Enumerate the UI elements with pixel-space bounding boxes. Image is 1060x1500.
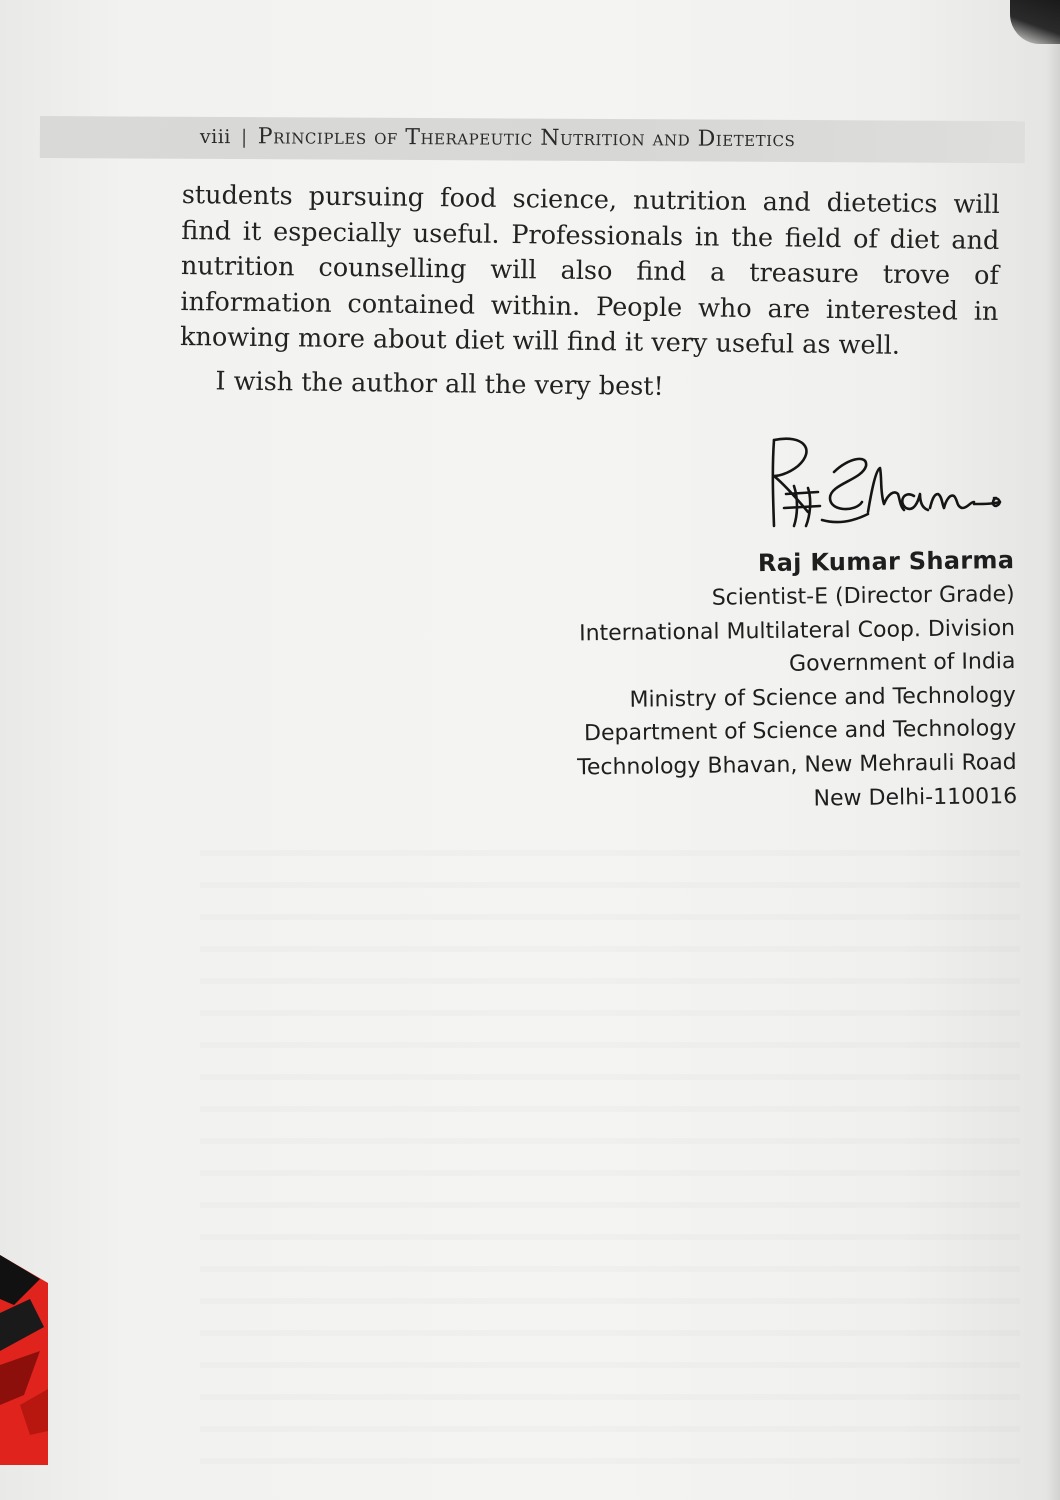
signatory-designation: Scientist-E (Director Grade) xyxy=(711,581,1015,611)
body-paragraph: students pursuing food science, nutrition and dietetics will find it especially useful. Professionals in the field of diet and nutrition counselling will also find a treasure trove of information contained within. People who are interested in knowing more about diet will find it very useful as well. xyxy=(179,179,1000,361)
page-corner-shadow xyxy=(1010,0,1060,44)
page-number: viii xyxy=(199,125,231,149)
show-through-texture xyxy=(200,850,1020,1490)
running-head xyxy=(200,124,796,152)
signatory-ministry: Ministry of Science and Technology xyxy=(629,682,1017,713)
signatory-department: Department of Science and Technology xyxy=(583,716,1017,747)
book-title: Principles of Therapeutic Nutrition and Dietetics xyxy=(257,124,796,153)
closing-wish: I wish the author all the very best! xyxy=(215,365,664,402)
signatory-details xyxy=(494,542,1017,819)
header-separator: | xyxy=(240,126,248,149)
signatory-city: New Delhi-110016 xyxy=(813,783,1018,812)
page-edge-shadow xyxy=(1046,40,1060,1500)
signatory-address: Technology Bhavan, New Mehrauli Road xyxy=(577,749,1017,781)
signatory-government: Government of India xyxy=(788,649,1016,677)
handwritten-signature xyxy=(764,428,1010,532)
signatory-name: Raj Kumar Sharma xyxy=(757,545,1015,578)
cover-ribbon-graphic xyxy=(0,1255,48,1465)
foreword-text xyxy=(179,178,1000,409)
signatory-division: International Multilateral Coop. Division xyxy=(578,615,1016,646)
